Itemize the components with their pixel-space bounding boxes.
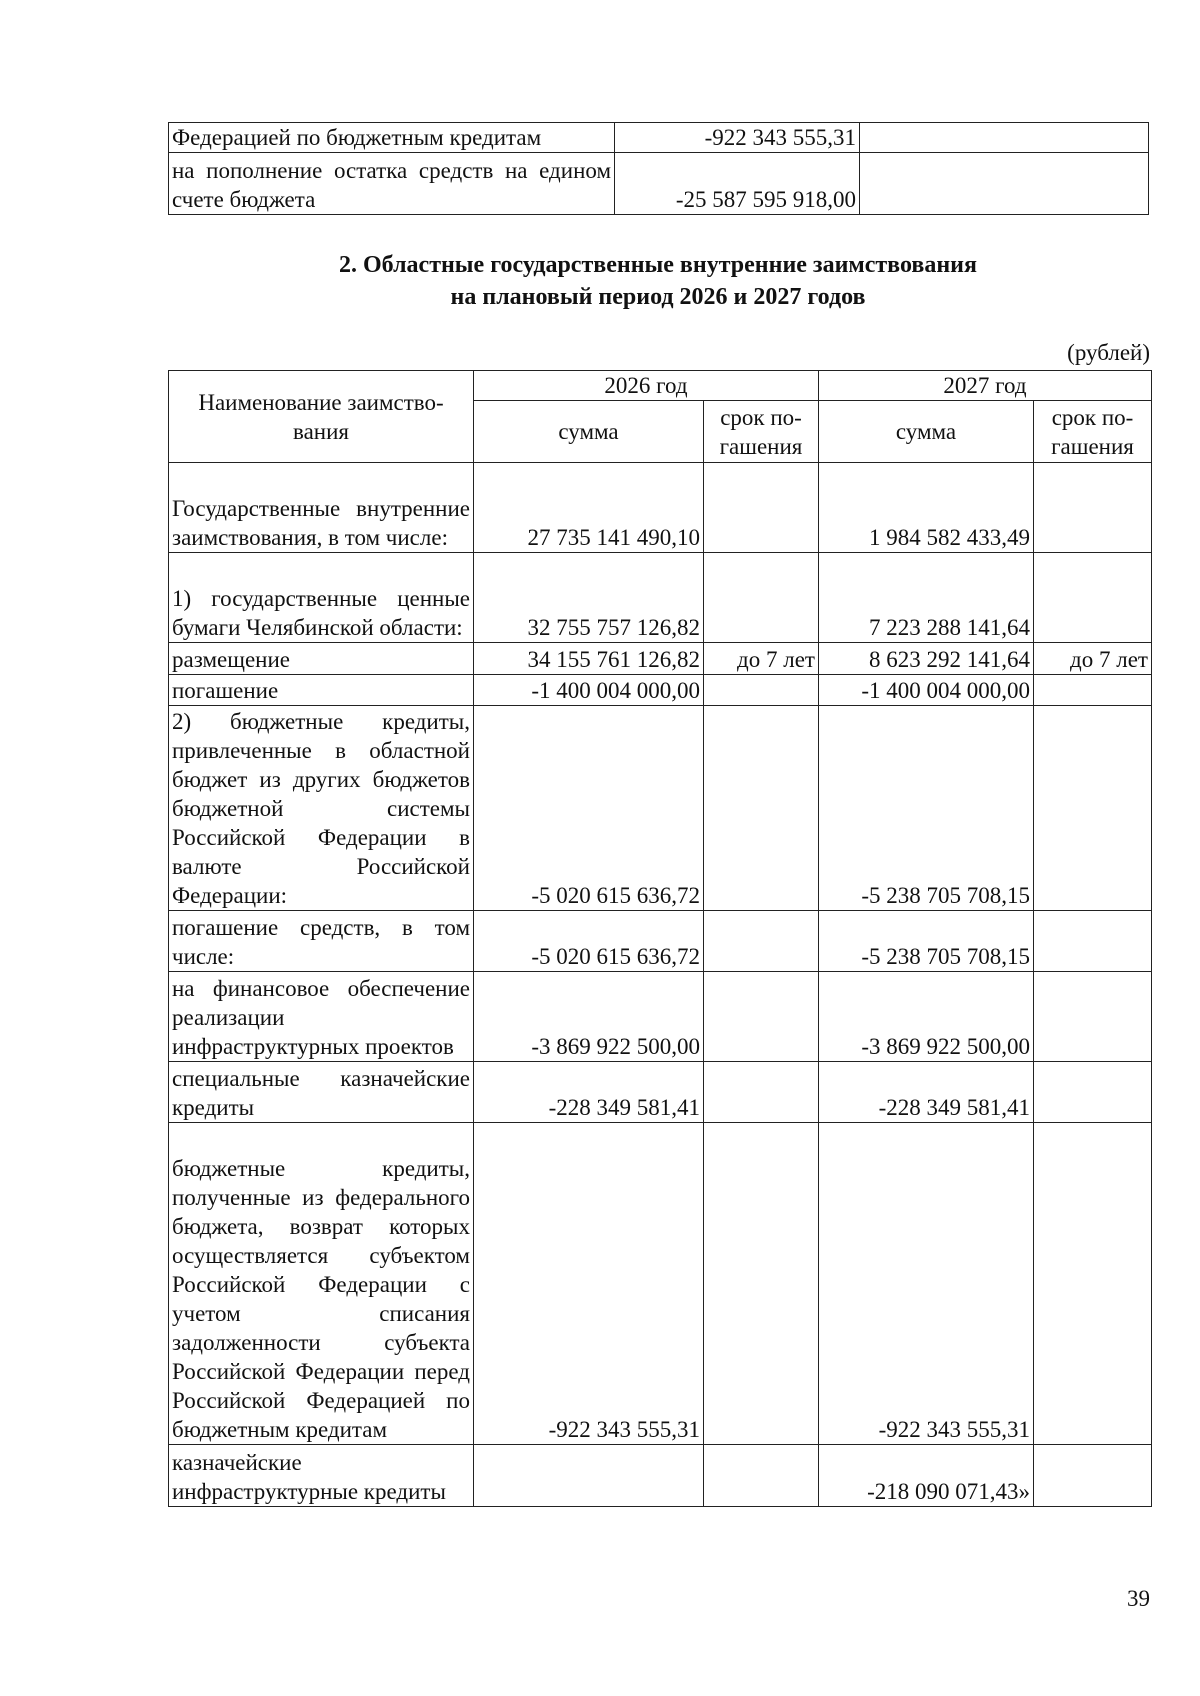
- row-name: казначейские инфраструктурные кредиты: [169, 1445, 474, 1507]
- sum-2026: -5 020 615 636,72: [474, 706, 704, 911]
- table-row: [169, 463, 1152, 553]
- row-name: бюджетные кредиты, полученные из федерального бюджета, возврат которых осуществляется субъектом Российской Федерации с учетом списания задолженности субъекта Российской Федерации перед Российской Федерацией по бюджетным кредитам: [169, 1123, 474, 1445]
- term-2027: [1034, 553, 1152, 643]
- row-name: специальные казначейские кредиты: [169, 1062, 474, 1123]
- table-row: [169, 643, 1152, 675]
- sum-2026: -922 343 555,31: [474, 1123, 704, 1445]
- sum-2026: -5 020 615 636,72: [474, 911, 704, 972]
- row-extra: [860, 123, 1149, 153]
- section-title-line2: на плановый период 2026 и 2027 годов: [450, 284, 866, 310]
- sum-2027: -922 343 555,31: [819, 1123, 1034, 1445]
- term-2026: [704, 675, 819, 706]
- sum-2026: -1 400 004 000,00: [474, 675, 704, 706]
- term-2026: [704, 1445, 819, 1507]
- term-2027: [1034, 463, 1152, 553]
- term-2027: [1034, 1062, 1152, 1123]
- row-name: 1) государственные ценные бумаги Челябинской области:: [169, 553, 474, 643]
- sum-2026: 27 735 141 490,10: [474, 463, 704, 553]
- term-2026: [704, 972, 819, 1062]
- term-2026: [704, 463, 819, 553]
- table-row: [169, 153, 1149, 215]
- section-title-line1: 2. Областные государственные внутренние заимствования: [339, 252, 977, 278]
- row-value: -922 343 555,31: [615, 123, 860, 153]
- table-header-row: [169, 371, 1152, 401]
- header-year-2026: 2026 год: [474, 371, 819, 401]
- table-row: [169, 972, 1152, 1062]
- header-term: срок по-гашения: [1034, 401, 1152, 463]
- sum-2026: -3 869 922 500,00: [474, 972, 704, 1062]
- term-2026: [704, 911, 819, 972]
- term-2027: [1034, 1123, 1152, 1445]
- term-2026: [704, 706, 819, 911]
- table-row: [169, 675, 1152, 706]
- header-sum: сумма: [474, 401, 704, 463]
- row-value: -25 587 595 918,00: [615, 153, 860, 215]
- sum-2027: -3 869 922 500,00: [819, 972, 1034, 1062]
- row-name: размещение: [169, 643, 474, 675]
- sum-2026: [474, 1445, 704, 1507]
- term-2027: [1034, 675, 1152, 706]
- term-2027: до 7 лет: [1034, 643, 1152, 675]
- table-row: [169, 553, 1152, 643]
- borrowings-table: [168, 370, 1152, 1507]
- term-2027: [1034, 706, 1152, 911]
- term-2026: [704, 1123, 819, 1445]
- term-2026: [704, 1062, 819, 1123]
- term-2026: [704, 553, 819, 643]
- row-extra: [860, 153, 1149, 215]
- sum-2026: -228 349 581,41: [474, 1062, 704, 1123]
- continuation-table: [168, 122, 1149, 215]
- row-name: на пополнение остатка средств на едином счете бюджета: [169, 153, 615, 215]
- sum-2027: -1 400 004 000,00: [819, 675, 1034, 706]
- term-2027: [1034, 911, 1152, 972]
- table-row: [169, 123, 1149, 153]
- sum-2027: 1 984 582 433,49: [819, 463, 1034, 553]
- sum-2027: -5 238 705 708,15: [819, 911, 1034, 972]
- page-number: 39: [1127, 1586, 1150, 1611]
- sum-2027: -228 349 581,41: [819, 1062, 1034, 1123]
- term-2027: [1034, 1445, 1152, 1507]
- sum-2027: -218 090 071,43»: [819, 1445, 1034, 1507]
- row-name: погашение средств, в том числе:: [169, 911, 474, 972]
- header-term: срок по-гашения: [704, 401, 819, 463]
- row-name: Федерацией по бюджетным кредитам: [169, 123, 615, 153]
- table-row: [169, 706, 1152, 911]
- row-name: на финансовое обеспечение реализации инфраструктурных проектов: [169, 972, 474, 1062]
- term-2027: [1034, 972, 1152, 1062]
- table-row: [169, 911, 1152, 972]
- sum-2026: 32 755 757 126,82: [474, 553, 704, 643]
- table-row: [169, 1123, 1152, 1445]
- header-sum: сумма: [819, 401, 1034, 463]
- row-name: Государственные внутренние заимствования, в том числе:: [169, 463, 474, 553]
- sum-2027: 7 223 288 141,64: [819, 553, 1034, 643]
- table-row: [169, 1062, 1152, 1123]
- sum-2027: -5 238 705 708,15: [819, 706, 1034, 911]
- header-year-2027: 2027 год: [819, 371, 1152, 401]
- units-label: (рублей): [1067, 340, 1150, 365]
- row-name: 2) бюджетные кредиты, привлеченные в областной бюджет из других бюджетов бюджетной системы Российской Федерации в валюте Российской Федерации:: [169, 706, 474, 911]
- header-name: Наименование заимство-вания: [169, 371, 474, 463]
- term-2026: до 7 лет: [704, 643, 819, 675]
- sum-2027: 8 623 292 141,64: [819, 643, 1034, 675]
- sum-2026: 34 155 761 126,82: [474, 643, 704, 675]
- row-name: погашение: [169, 675, 474, 706]
- table-row: [169, 1445, 1152, 1507]
